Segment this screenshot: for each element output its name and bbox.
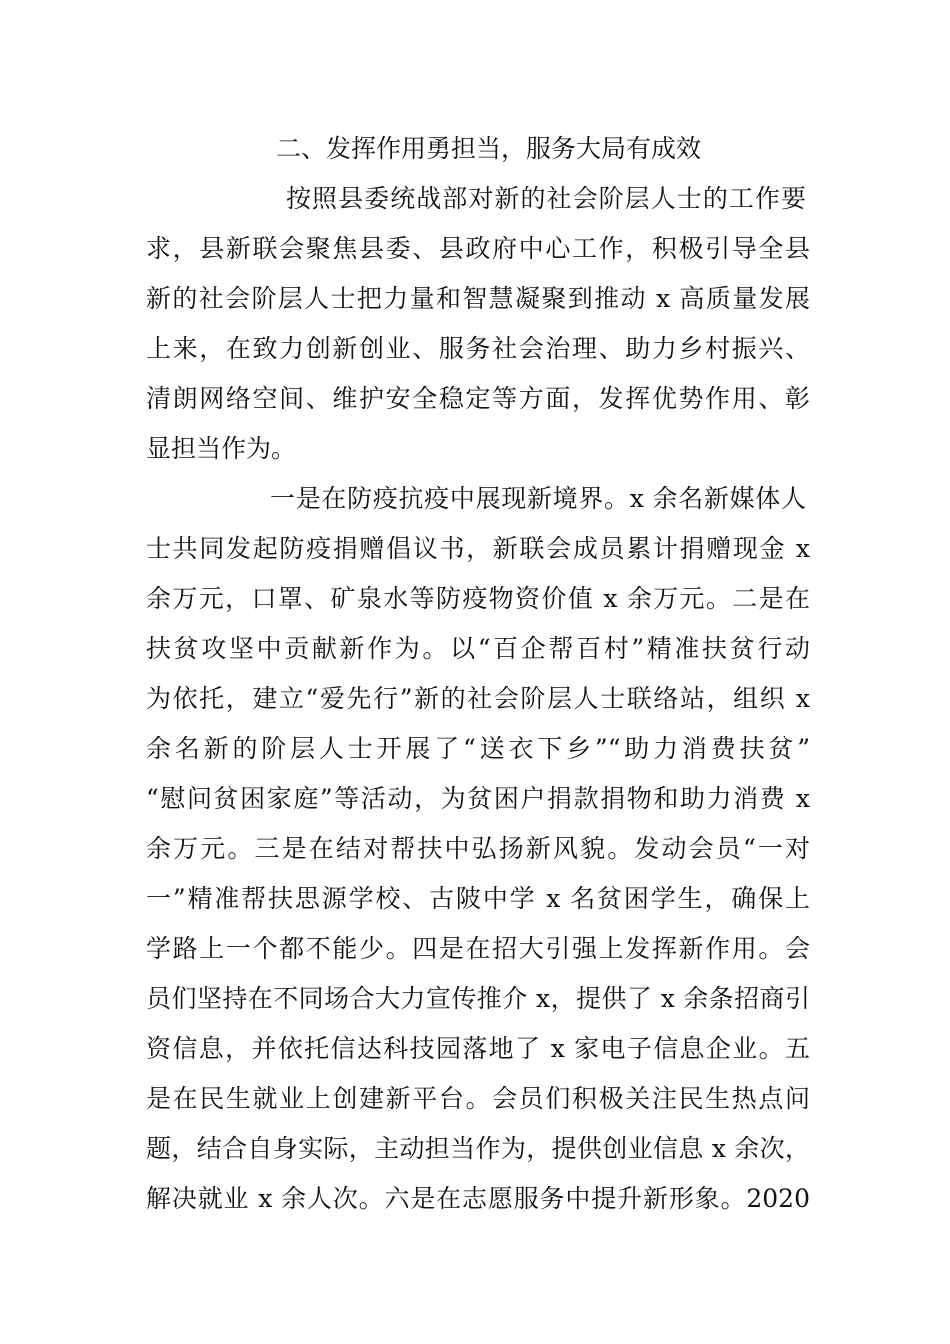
paragraph-line: 资信息，并依托信达科技园落地了 x 家电子信息企业。五 xyxy=(146,1034,810,1063)
paragraph-line: 题，结合自身实际，主动担当作为，提供创业信息 x 余次， xyxy=(146,1134,810,1163)
paragraph-line: 清朗网络空间、维护安全稳定等方面，发挥优势作用、彰 xyxy=(146,384,810,413)
paragraph-line: 余万元，口罩、矿泉水等防疫物资价值 x 余万元。二是在 xyxy=(146,584,810,613)
paragraph-line: 余万元。三是在结对帮扶中弘扬新风貌。发动会员“一对 xyxy=(146,834,810,863)
paragraph-line: 士共同发起防疫捐赠倡议书，新联会成员累计捐赠现金 x xyxy=(146,534,810,563)
paragraph-line: 余名新的阶层人士开展了“送衣下乡”“助力消费扶贫” xyxy=(146,734,810,763)
paragraph-line: 新的社会阶层人士把力量和智慧凝聚到推动 x 高质量发展 xyxy=(146,284,810,313)
paragraph-line: 学路上一个都不能少。四是在招大引强上发挥新作用。会 xyxy=(146,934,810,963)
paragraph-line: 求，县新联会聚焦县委、县政府中心工作，积极引导全县 xyxy=(146,234,810,263)
paragraph-line: 按照县委统战部对新的社会阶层人士的工作要 xyxy=(286,184,806,213)
paragraph-line: 上来，在致力创新创业、服务社会治理、助力乡村振兴、 xyxy=(146,334,810,363)
paragraph-line: “慰问贫困家庭”等活动，为贫困户捐款捐物和助力消费 x xyxy=(146,784,810,813)
paragraph-line: 显担当作为。 xyxy=(146,434,297,463)
paragraph-line: 员们坚持在不同场合大力宣传推介 x，提供了 x 余条招商引 xyxy=(146,984,810,1013)
section-heading: 二、发挥作用勇担当，服务大局有成效 xyxy=(276,134,702,163)
paragraph-line: 解决就业 x 余人次。六是在志愿服务中提升新形象。2020 xyxy=(146,1184,810,1213)
paragraph-line: 是在民生就业上创建新平台。会员们积极关注民生热点问 xyxy=(146,1084,810,1113)
paragraph-line: 一”精准帮扶思源学校、古陂中学 x 名贫困学生，确保上 xyxy=(146,884,810,913)
paragraph-line: 一是在防疫抗疫中展现新境界。x 余名新媒体人 xyxy=(270,484,806,513)
paragraph-line: 为依托，建立“爱先行”新的社会阶层人士联络站，组织 x xyxy=(146,684,810,713)
paragraph-line: 扶贫攻坚中贡献新作为。以“百企帮百村”精准扶贫行动 xyxy=(146,634,810,663)
